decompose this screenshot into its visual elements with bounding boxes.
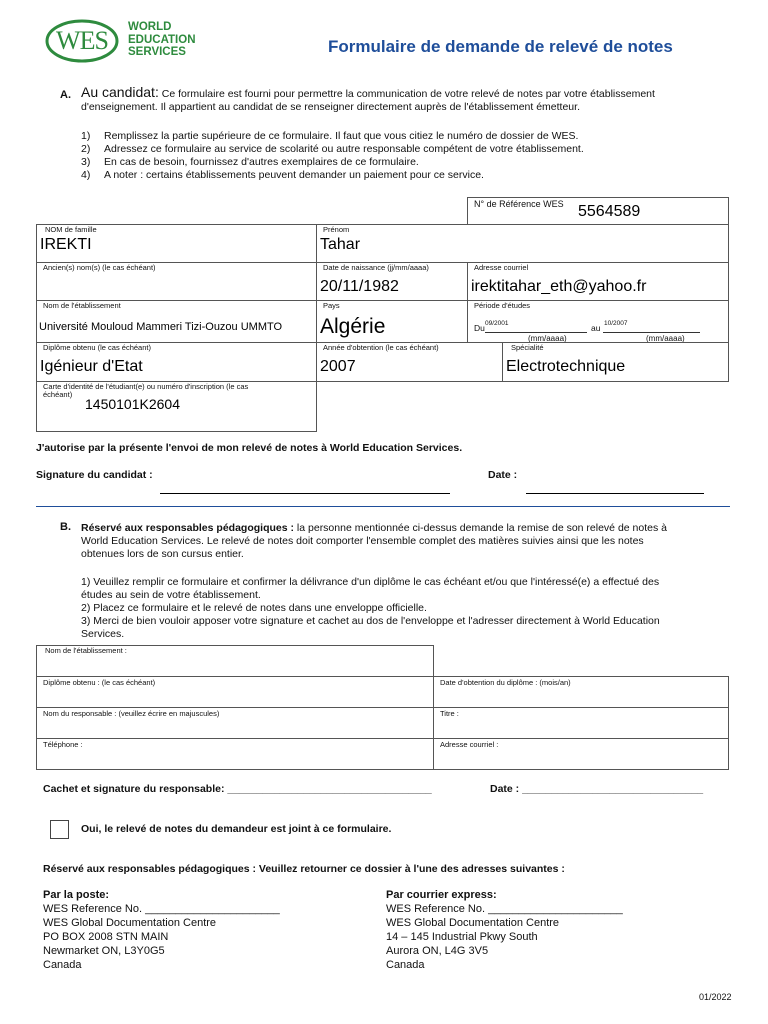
brand-name: [128, 21, 196, 59]
former-names-field[interactable]: Ancien(s) nom(s) (le cas échéant): [36, 262, 317, 301]
section-a-steps: [81, 130, 721, 182]
section-b-letter: B.: [60, 521, 71, 533]
express-heading: Par courrier express:: [386, 889, 497, 901]
authorization-text: J'autorise par la présente l'envoi de mon relevé de notes à World Education Services.: [36, 442, 463, 454]
brand-line-3: SERVICES: [128, 46, 186, 58]
logo-text: WES: [56, 26, 108, 55]
institution-value: Université Mouloud Mammeri Tizi-Ouzou UMMTO: [39, 321, 283, 333]
family-name-field[interactable]: NOM de famille IREKTI: [36, 224, 317, 263]
section-a-intro: [81, 86, 721, 114]
candidate-date-label: Date :: [488, 469, 518, 481]
section-divider: [36, 506, 730, 507]
student-id-value: 1450101K2604: [85, 396, 180, 412]
brand-line-2: EDUCATION: [128, 33, 196, 46]
wes-logo: [44, 18, 219, 64]
period-to-line: [603, 332, 700, 333]
graduation-year-field[interactable]: Année d'obtention (le cas échéant) 2007: [316, 342, 503, 382]
period-from-label: Du: [474, 323, 485, 333]
postal-heading: Par la poste:: [43, 889, 110, 901]
family-name-value: IREKTI: [40, 236, 92, 253]
transcript-attached-label: Oui, le relevé de notes du demandeur est joint à ce formulaire.: [81, 823, 392, 835]
b-diploma-field[interactable]: Diplôme obtenu : (le cas échéant): [36, 676, 434, 708]
birthdate-field[interactable]: Date de naissance (jj/mm/aaaa) 20/11/1982: [316, 262, 468, 301]
b-phone-field[interactable]: Téléphone :: [36, 738, 434, 770]
birthdate-value: 20/11/1982: [320, 278, 399, 295]
institution-field[interactable]: Nom de l'établissement Université Mouloud Mammeri Tizi-Ouzou UMMTO: [36, 300, 317, 343]
form-title: Formulaire de demande de relevé de notes: [328, 37, 673, 56]
diploma-value: Igénieur d'Etat: [40, 358, 143, 375]
step-1: 1) Remplissez la partie supérieure de ce formulaire. Il faut que vous citiez le numéro de dossier de WES.: [81, 130, 579, 142]
study-period-field[interactable]: Période d'études Du 09/2001 (mm/aaaa) au 10/2007 (mm/aaaa): [467, 300, 729, 343]
first-name-value: Tahar: [320, 236, 361, 253]
b-email-field[interactable]: Adresse courriel :: [433, 738, 729, 770]
section-a-intro-line1: Ce formulaire est fourni pour permettre la communication de votre relevé de notes par votre établissement: [161, 88, 655, 100]
candidate-signature-line[interactable]: [160, 493, 450, 494]
return-instructions: Réservé aux responsables pédagogiques : Veuillez retourner ce dossier à l'une des adresses suivantes :: [43, 863, 565, 875]
section-b-steps: 1) Veuillez remplir ce formulaire et confirmer la délivrance d'un diplôme le cas échéant et/ou que l'intéressé(e) a effectué des études au sein de votre établissement. 2) Placez ce formulaire et le relevé de notes dans une enveloppe officielle. 3) Merci de bien vouloir apposer votre signature et cachet au dos de l'enveloppe et l'adresser directement à World Education Services.: [81, 576, 660, 640]
b-institution-field[interactable]: Nom de l'établissement :: [36, 645, 434, 677]
section-b-heading: Réservé aux responsables pédagogiques :: [81, 522, 294, 534]
step-3: 3) En cas de besoin, fournissez d'autres exemplaires de ce formulaire.: [81, 156, 419, 168]
email-value: irektitahar_eth@yahoo.fr: [471, 278, 647, 295]
country-value: Algérie: [320, 315, 386, 338]
postal-address: Par la poste: WES Reference No. ______________________ WES Global Documentation Centre PO BOX 2008 STN MAIN Newmarket ON, L3Y0G5 Canada: [43, 888, 343, 972]
period-from-value: 09/2001: [485, 320, 509, 327]
period-to-label: au: [591, 323, 601, 333]
footer-code: 01/2022: [699, 992, 732, 1002]
email-field[interactable]: Adresse courriel irektitahar_eth@yahoo.fr: [467, 262, 729, 301]
section-b-intro: Réservé aux responsables pédagogiques : la personne mentionnée ci-dessus demande la remise de son relevé de notes à World Education Services. Le relevé de notes doit comporter l'ensemble complet des matières suivies ainsi que les notes obtenues lors de son cursus entier.: [81, 522, 667, 560]
ref-number-value: 5564589: [578, 203, 641, 220]
mmaaaa-2: (mm/aaaa): [646, 334, 685, 343]
specialty-field[interactable]: Spécialité Electrotechnique: [502, 342, 729, 382]
diploma-field[interactable]: Diplôme obtenu (le cas échéant) Igénieur d'Etat: [36, 342, 317, 382]
section-a-intro-line2: d'enseignement. Il appartient au candidat de se renseigner directement auprès de l'établissement émetteur.: [81, 101, 580, 113]
b-title-field[interactable]: Titre :: [433, 707, 729, 739]
period-to-value: 10/2007: [604, 320, 628, 327]
stamp-signature-label: Cachet et signature du responsable: ___________________________________: [43, 783, 432, 795]
b-responsible-name-field[interactable]: Nom du responsable : (veuillez écrire en majuscules): [36, 707, 434, 739]
period-from-line: [485, 332, 587, 333]
first-name-field[interactable]: Prénom Tahar: [316, 224, 729, 263]
candidate-date-line[interactable]: [526, 493, 704, 494]
transcript-attached-checkbox[interactable]: [50, 820, 69, 839]
express-address: Par courrier express: WES Reference No. ______________________ WES Global Documentation Centre 14 – 145 Industrial Pkwy South Aurora ON, L4G 3V5 Canada: [386, 888, 706, 972]
graduation-year-value: 2007: [320, 358, 356, 375]
stamp-date-label: Date : _______________________________: [490, 783, 704, 795]
b-diploma-date-field[interactable]: Date d'obtention du diplôme : (mois/an): [433, 676, 729, 708]
candidate-signature-label: Signature du candidat :: [36, 469, 153, 481]
mmaaaa-1: (mm/aaaa): [528, 334, 567, 343]
student-id-field[interactable]: Carte d'identité de l'étudiant(e) ou numéro d'inscription (le cas échéant) 1450101K2604: [36, 381, 317, 432]
step-2: 2) Adressez ce formulaire au service de scolarité ou autre responsable compétent de votre établissement.: [81, 143, 584, 155]
ref-number-field[interactable]: N° de Référence WES 5564589: [467, 197, 729, 225]
section-a-letter: A.: [60, 89, 71, 101]
section-a-heading: Au candidat:: [81, 84, 159, 100]
specialty-value: Electrotechnique: [506, 358, 626, 375]
country-field[interactable]: Pays Algérie: [316, 300, 468, 343]
step-4: 4) A noter : certains établissements peuvent demander un paiement pour ce service.: [81, 169, 484, 181]
brand-line-1: WORLD: [128, 21, 172, 33]
